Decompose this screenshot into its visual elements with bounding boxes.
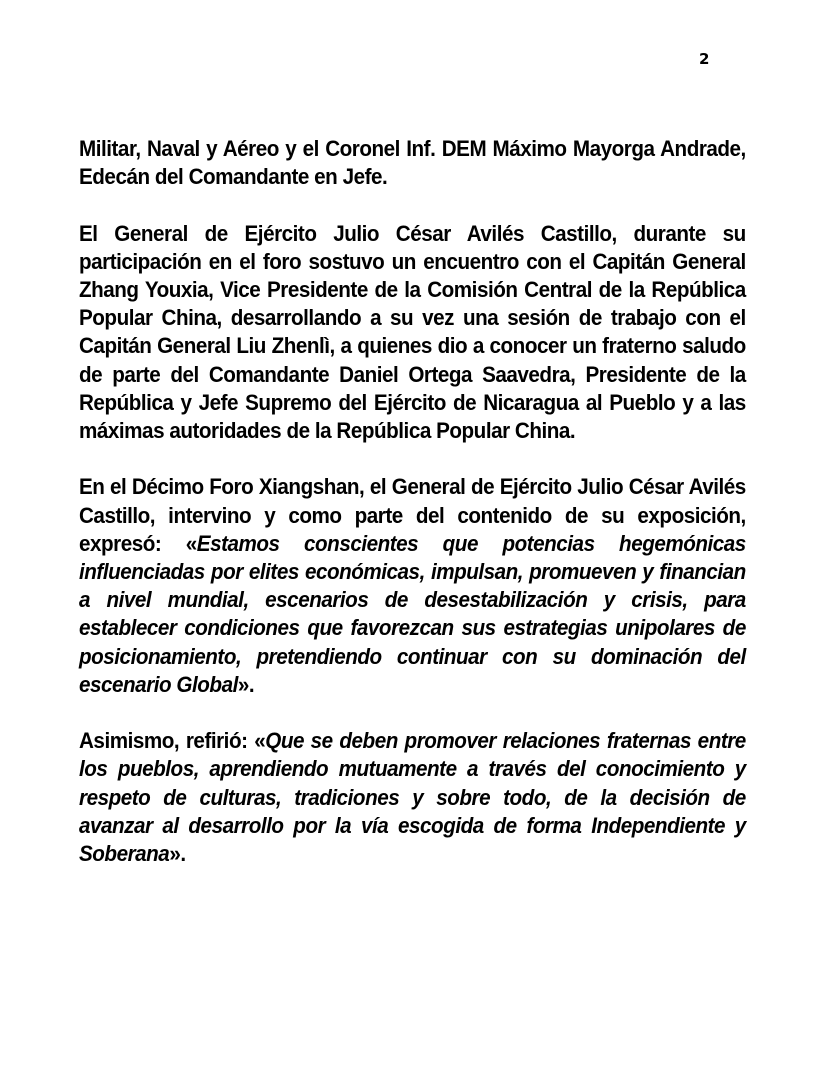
paragraph-escort <box>79 135 746 191</box>
paragraph-meetings <box>79 220 746 446</box>
paragraph-lead: Asimismo, refirió: « <box>79 728 266 754</box>
paragraph-relations-quote <box>79 727 746 868</box>
paragraph-lead: En el Décimo Foro Xiangshan, el General de Ejército Julio César Avilés Castillo, intervino y como parte del contenido de su exposición, expresó: « <box>79 474 746 556</box>
speech-quote: Que se deben promover relaciones fraternas entre los pueblos, aprendiendo mutuamente a través del conocimiento y respeto de culturas, tradiciones y sobre todo, de la decisión de avanzar al desarrollo por la vía escogida de forma Independiente y Soberana <box>79 728 746 867</box>
page-number: 2 <box>699 50 710 68</box>
document-body <box>79 135 746 896</box>
paragraph-tail: ». <box>237 671 255 697</box>
paragraph-text: Militar, Naval y Aéreo y el Coronel Inf. DEM Máximo Mayorga Andrade, Edecán del Comandante en Jefe. <box>79 136 746 190</box>
paragraph-forum-speech <box>79 473 746 699</box>
speech-quote: Estamos conscientes que potencias hegemónicas influenciadas por elites económicas, impulsan, promueven y financian a nivel mundial, escenarios de desestabilización y crisis, para establecer condiciones que favorezcan sus estrategias unipolares de posicionamiento, pretendiendo continuar con su dominación del escenario Global <box>79 530 746 697</box>
paragraph-tail: ». <box>169 841 186 867</box>
paragraph-text: El General de Ejército Julio César Avilés Castillo, durante su participación en el foro sostuvo un encuentro con el Capitán General Zhang Youxia, Vice Presidente de la Comisión Central de la República Popular China, desarrollando a su vez una sesión de trabajo con el Capitán General Liu Zhenlì, a quienes dio a conocer un fraterno saludo de parte del Comandante Daniel Ortega Saavedra, Presidente de la República y Jefe Supremo del Ejército de Nicaragua al Pueblo y a las máximas autoridades de la República Popular China. <box>79 220 746 444</box>
